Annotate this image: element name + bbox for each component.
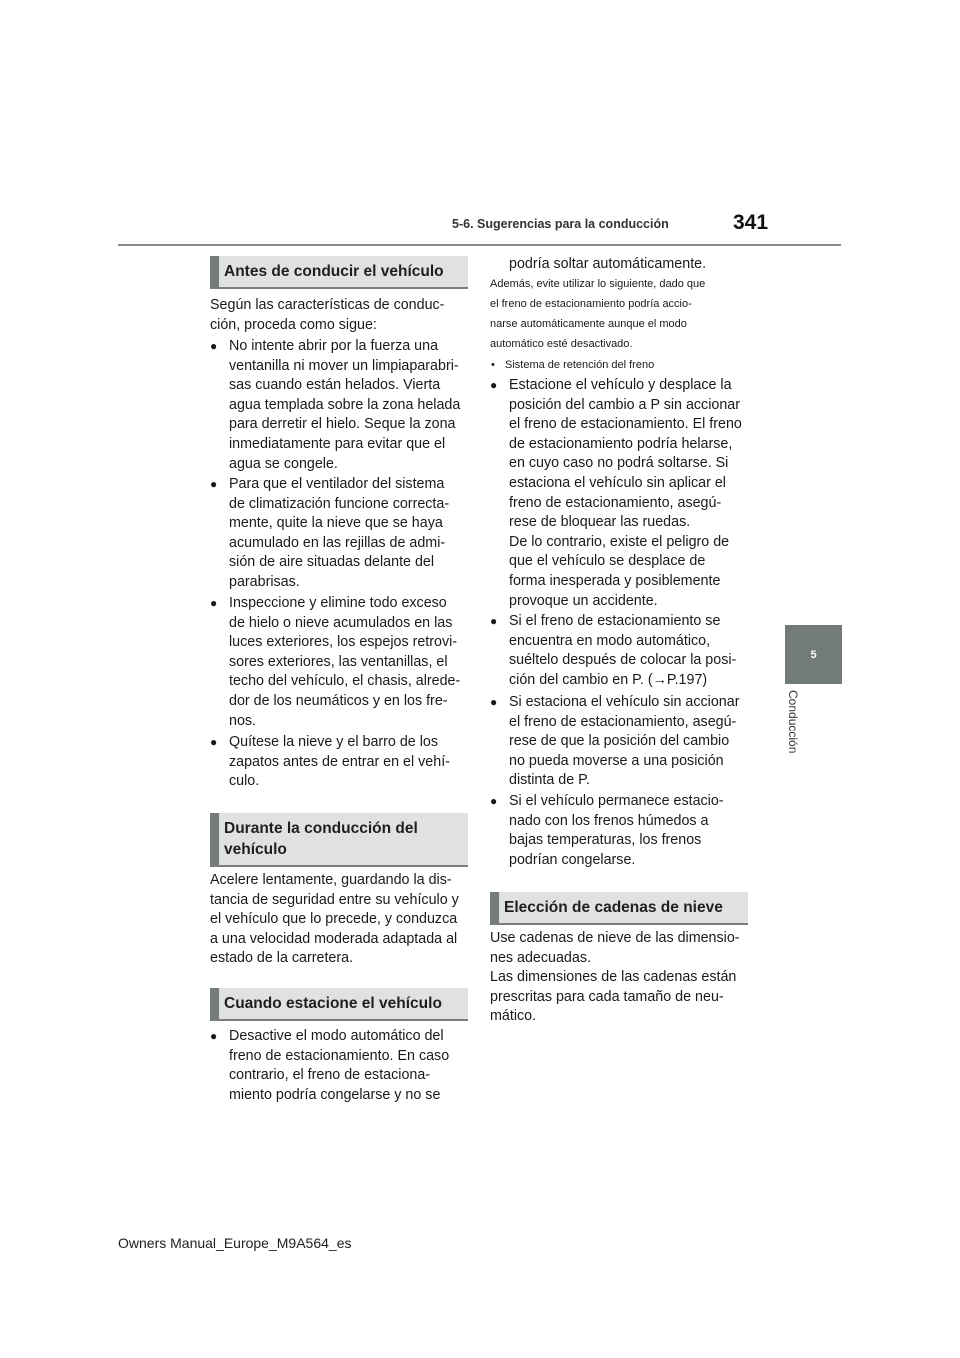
list-item: ● Quítese la nieve y el barro de los zapatos antes de entrar en el vehí- culo. [210,734,450,790]
bullet-icon: ● [210,735,218,749]
chapter-number: 5 [810,648,817,661]
note-text: Además, evite utilizar lo siguiente, dado que el freno de estacionamiento podría accio- narse automáticamente aunque el modo automático esté desactivado. [490,278,706,350]
list-item: ● Inspeccione y elimine todo exceso de hielo o nieve acumulados en las luces exteriores, los espejos retrovi- sores exteriores, las ventanillas, el techo del vehículo, el chasis, alrede- dor de los neumáticos y en los fre- nos. [210,595,461,729]
bullet-icon: ● [490,695,498,709]
chapter-tab [785,625,842,684]
heading-while-driving: Durante la conducción del vehículo [210,813,468,867]
list-item: ● No intente abrir por la fuerza una ventanilla ni mover un limpiaparabri- sas cuando están helados. Vierta agua templada sobre la zona helada para derretir el hielo. Seque la zona inmediatamente para evitar que el agua se congele. [210,338,461,472]
list-item: ● Estacione el vehículo y desplace la posición del cambio a P sin accionar el freno de estacionamiento. El freno de estacionamiento podría helarse, en cuyo caso no podrá soltarse. Si estaciona el vehículo sin aplicar el freno de estacionamiento, asegú- rese de bloquear las ruedas. De lo contrario, existe el peligro de que el vehículo se desplace de forma inesperada y posiblemente provoque un accidente. [490,377,742,609]
chapter-label: Conducción [786,690,800,754]
heading-when-parking: Cuando estacione el vehículo [210,988,468,1021]
chapter-label-container [780,690,808,770]
list-item: ● Para que el ventilador del sistema de climatización funcione correcta- mente, quite la nieve que se haya acumulado en las rejillas de admi- sión de aire situadas delante del parabrisas. [210,476,450,590]
section-title: 5-6. Sugerencias para la conducción [452,217,669,231]
page-number: 341 [733,211,769,234]
list-item: ● Si estaciona el vehículo sin accionar el freno de estacionamiento, asegú- rese de que la posición del cambio no pueda moverse a una posición distinta de P. [490,694,740,789]
heading-snow-chains: Elección de cadenas de nieve [490,892,748,925]
list-item: ● Desactive el modo automático del freno de estacionamiento. En caso contrario, el freno de estaciona- miento podría congelarse y no se [210,1028,450,1103]
list-item: ● Si el vehículo permanece estacio- nado con los frenos húmedos a bajas temperaturas, los frenos podrían congelarse. [490,793,724,868]
list-item: ● Si el freno de estacionamiento se encuentra en modo automático, suéltelo después de colocar la posi- ción del cambio en P. (→P.197) [490,613,737,688]
continuation-text: podría soltar automáticamente. [509,256,707,272]
page-reference-link[interactable]: →P.197 [652,671,703,688]
bullet-icon: ● [490,378,498,392]
bullet-icon: ● [210,477,218,491]
footer-doc-id: Owners Manual_Europe_M9A564_es [118,1235,352,1251]
header-divider [118,244,841,246]
bullet-icon: ● [210,339,218,353]
bullet-icon: ● [210,1029,218,1043]
small-list-item: • Sistema de retención del freno [491,359,655,371]
snow-chains-paragraph: Use cadenas de nieve de las dimensio- nes adecuadas. Las dimensiones de las cadenas están prescritas para cada tamaño de neu- mático. [490,930,740,1025]
bullet-icon: ● [490,614,498,628]
intro-paragraph: Según las características de conduc- ción, proceda como sigue: [210,297,445,333]
driving-paragraph: Acelere lentamente, guardando la dis- tancia de seguridad entre su vehículo y el vehículo que lo precede, y conduzca a una velocidad moderada adaptada al estado de la carretera. [210,872,459,967]
bullet-icon: • [491,359,495,371]
heading-before-driving: Antes de conducir el vehículo [210,256,468,289]
bullet-icon: ● [210,596,218,610]
bullet-icon: ● [490,794,498,808]
